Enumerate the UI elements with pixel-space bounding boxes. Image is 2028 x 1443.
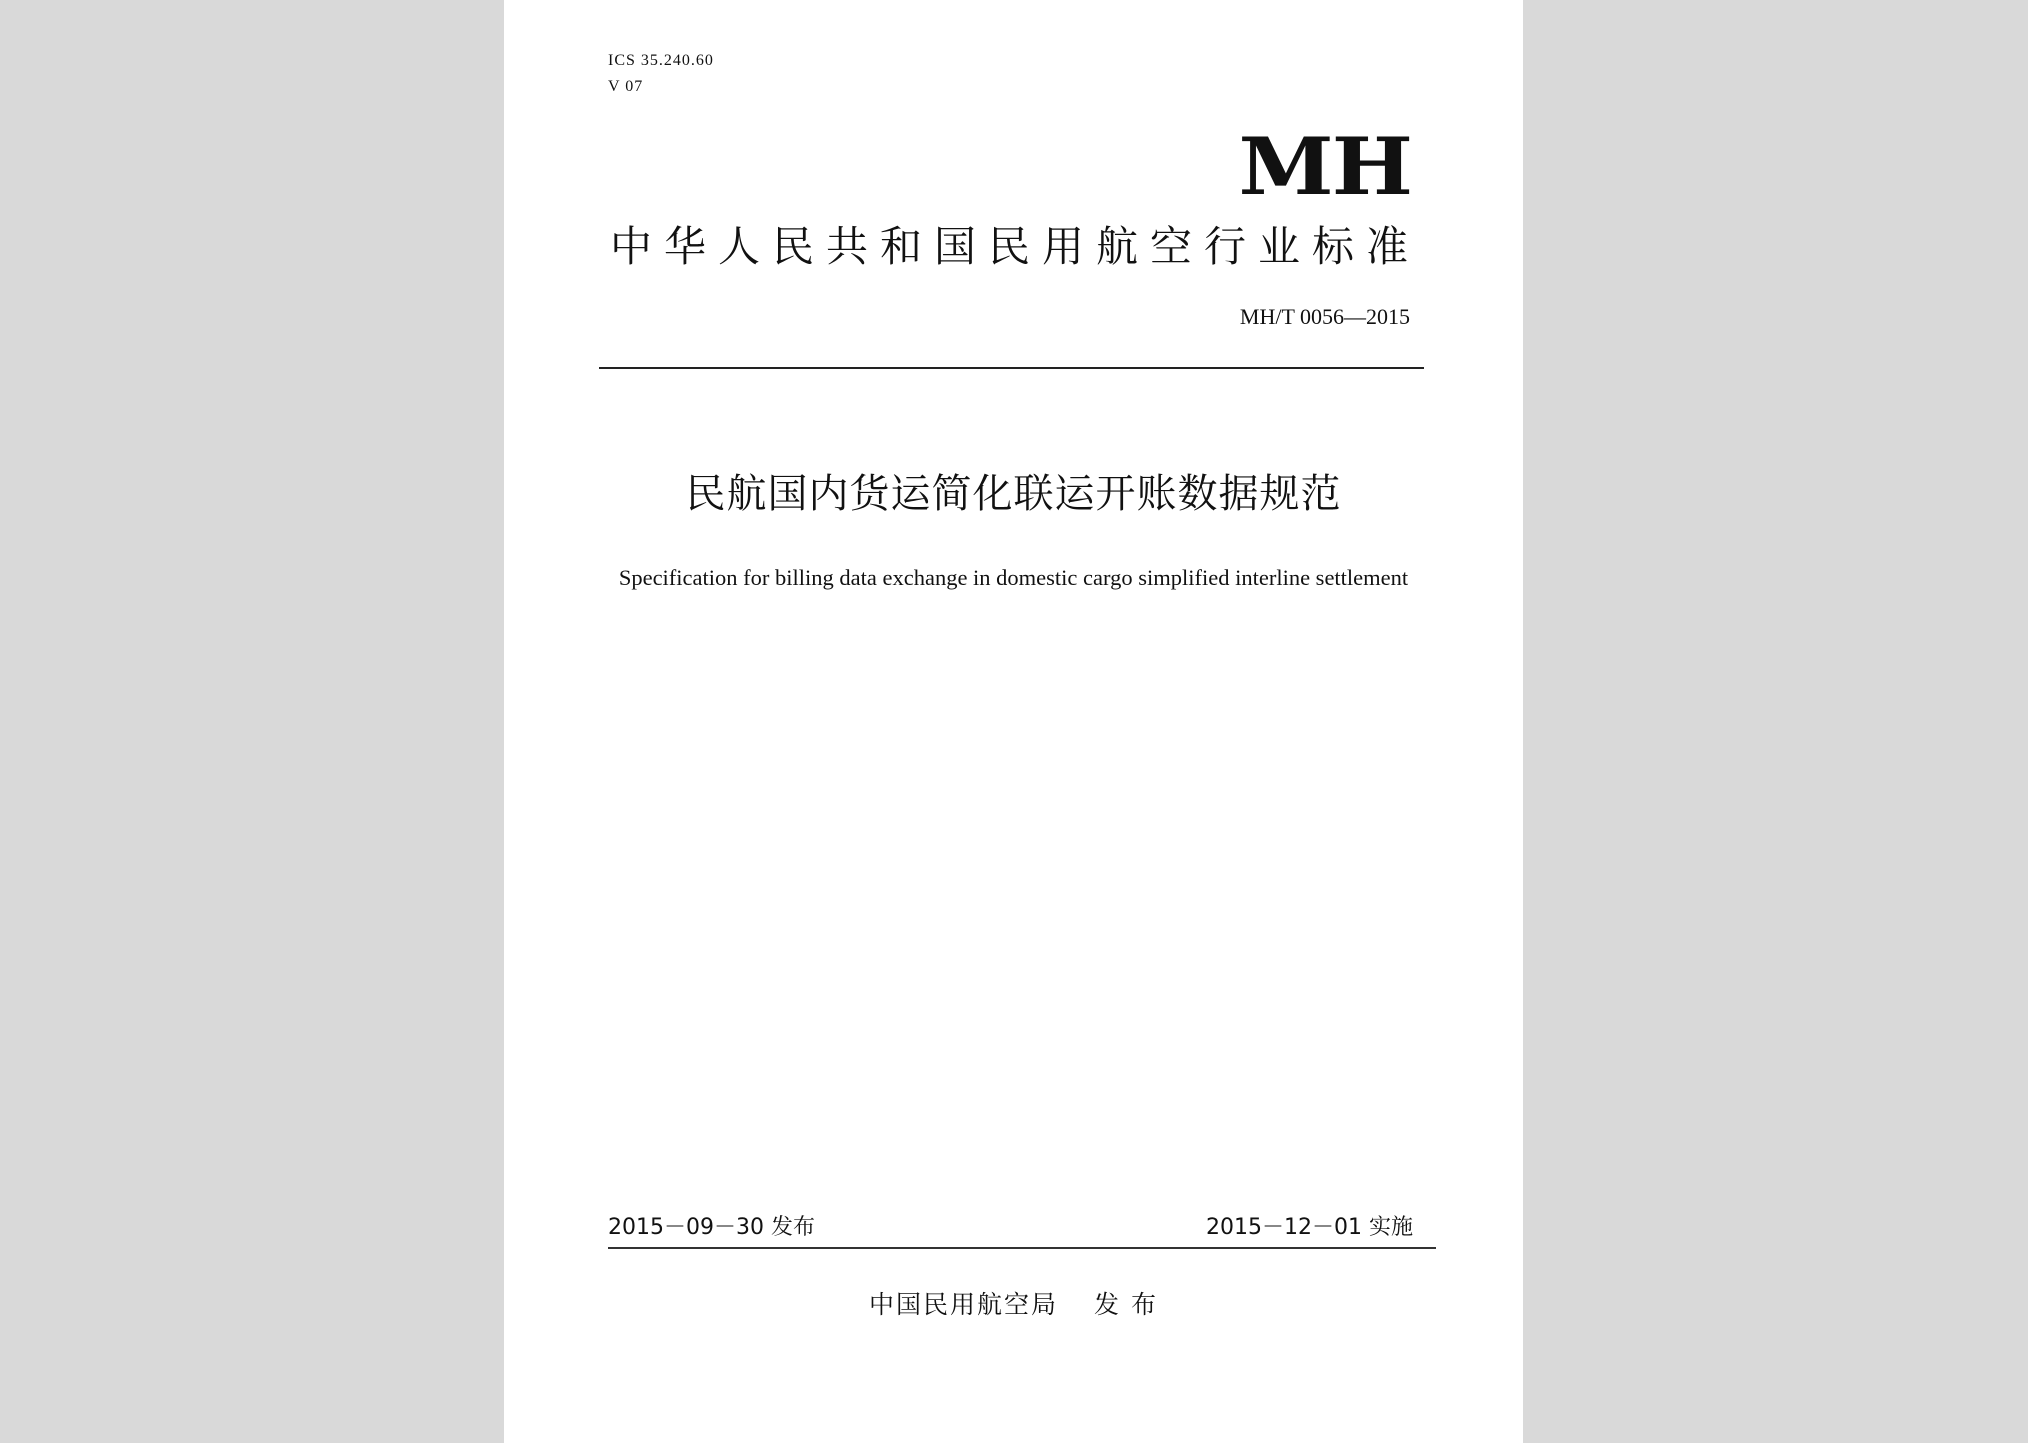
issuer-line [504,1285,1523,1321]
mh-logo: MH [1238,120,1411,214]
document-page [504,0,1523,1443]
issue-date: 2015－09－30 发布 [608,1215,815,1240]
standard-code: MH/T 0056—2015 [1239,304,1410,329]
header-divider [599,367,1424,369]
issued-label: 发 布 [1094,1290,1158,1319]
implementation-date: 2015－12－01 实施 [1206,1215,1413,1240]
document-title-cn: 民航国内货运简化联运开账数据规范 [685,471,1342,517]
document-title-en: Specification for billing data exchange in domestic cargo simplified interline settlement [618,565,1409,590]
ics-code: ICS 35.240.60 [608,52,714,69]
footer-divider [608,1247,1436,1249]
standard-title: 中华人民共和国民用航空行业标准 [610,222,1421,271]
classification-code: V 07 [608,78,644,95]
issuer-name: 中国民用航空局 [869,1290,1059,1319]
